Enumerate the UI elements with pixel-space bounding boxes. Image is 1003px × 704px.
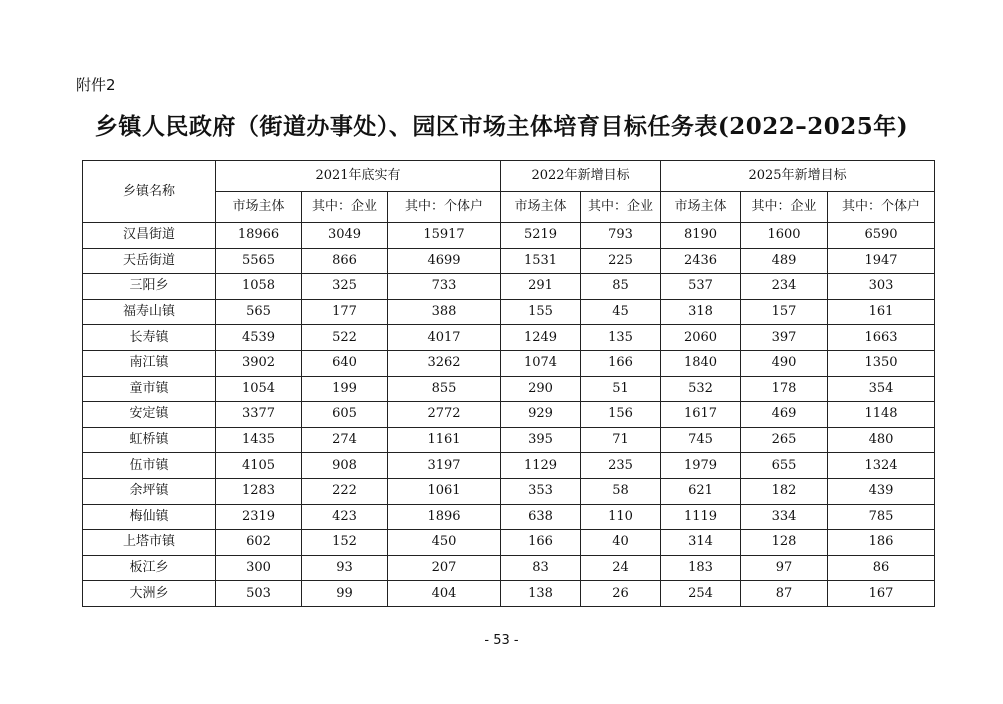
page-number: - 53 - (484, 633, 519, 648)
table-row (83, 504, 935, 530)
header-sub: 其中：个体户 (388, 192, 501, 223)
value-cell: 532 (661, 376, 741, 402)
value-cell: 2772 (388, 402, 501, 428)
table-row (83, 350, 935, 376)
value-cell: 138 (501, 581, 581, 607)
value-cell: 638 (501, 504, 581, 530)
value-cell: 303 (828, 274, 935, 300)
value-cell: 58 (581, 478, 661, 504)
value-cell: 199 (302, 376, 388, 402)
value-cell: 503 (216, 581, 302, 607)
value-cell: 178 (741, 376, 828, 402)
value-cell: 15917 (388, 223, 501, 249)
town-name-cell: 长寿镇 (83, 325, 216, 351)
value-cell: 1617 (661, 402, 741, 428)
document-title: 乡镇人民政府（街道办事处）、园区市场主体培育目标任务表(2022–2025年) (94, 113, 909, 140)
value-cell: 395 (501, 427, 581, 453)
value-cell: 300 (216, 555, 302, 581)
value-cell: 785 (828, 504, 935, 530)
value-cell: 1283 (216, 478, 302, 504)
town-name-cell: 童市镇 (83, 376, 216, 402)
table-row (83, 325, 935, 351)
value-cell: 83 (501, 555, 581, 581)
value-cell: 51 (581, 376, 661, 402)
value-cell: 40 (581, 530, 661, 556)
value-cell: 334 (741, 504, 828, 530)
value-cell: 3049 (302, 223, 388, 249)
value-cell: 439 (828, 478, 935, 504)
value-cell: 489 (741, 248, 828, 274)
value-cell: 3262 (388, 350, 501, 376)
value-cell: 128 (741, 530, 828, 556)
value-cell: 3377 (216, 402, 302, 428)
value-cell: 1061 (388, 478, 501, 504)
value-cell: 655 (741, 453, 828, 479)
table-body (83, 223, 935, 607)
value-cell: 5219 (501, 223, 581, 249)
value-cell: 97 (741, 555, 828, 581)
value-cell: 353 (501, 478, 581, 504)
table-row (83, 453, 935, 479)
value-cell: 450 (388, 530, 501, 556)
value-cell: 1979 (661, 453, 741, 479)
value-cell: 2060 (661, 325, 741, 351)
value-cell: 745 (661, 427, 741, 453)
town-name-cell: 南江镇 (83, 350, 216, 376)
value-cell: 354 (828, 376, 935, 402)
value-cell: 1350 (828, 350, 935, 376)
table-row (83, 248, 935, 274)
value-cell: 254 (661, 581, 741, 607)
value-cell: 6590 (828, 223, 935, 249)
value-cell: 87 (741, 581, 828, 607)
value-cell: 490 (741, 350, 828, 376)
value-cell: 866 (302, 248, 388, 274)
value-cell: 1324 (828, 453, 935, 479)
value-cell: 325 (302, 274, 388, 300)
value-cell: 318 (661, 299, 741, 325)
town-name-cell: 天岳街道 (83, 248, 216, 274)
table-row (83, 223, 935, 249)
value-cell: 1249 (501, 325, 581, 351)
value-cell: 908 (302, 453, 388, 479)
header-group-2025: 2025年新增目标 (661, 161, 935, 192)
value-cell: 1119 (661, 504, 741, 530)
value-cell: 397 (741, 325, 828, 351)
table-row (83, 530, 935, 556)
value-cell: 166 (501, 530, 581, 556)
value-cell: 291 (501, 274, 581, 300)
value-cell: 537 (661, 274, 741, 300)
value-cell: 186 (828, 530, 935, 556)
value-cell: 1663 (828, 325, 935, 351)
value-cell: 1148 (828, 402, 935, 428)
value-cell: 110 (581, 504, 661, 530)
value-cell: 234 (741, 274, 828, 300)
value-cell: 855 (388, 376, 501, 402)
value-cell: 522 (302, 325, 388, 351)
value-cell: 235 (581, 453, 661, 479)
town-name-cell: 大洲乡 (83, 581, 216, 607)
header-town-name: 乡镇名称 (83, 161, 216, 223)
value-cell: 71 (581, 427, 661, 453)
value-cell: 793 (581, 223, 661, 249)
town-name-cell: 伍市镇 (83, 453, 216, 479)
value-cell: 157 (741, 299, 828, 325)
town-name-cell: 三阳乡 (83, 274, 216, 300)
value-cell: 605 (302, 402, 388, 428)
table-row (83, 376, 935, 402)
attachment-label: 附件2 (76, 76, 116, 94)
value-cell: 177 (302, 299, 388, 325)
value-cell: 1600 (741, 223, 828, 249)
value-cell: 86 (828, 555, 935, 581)
value-cell: 18966 (216, 223, 302, 249)
value-cell: 314 (661, 530, 741, 556)
value-cell: 207 (388, 555, 501, 581)
value-cell: 85 (581, 274, 661, 300)
value-cell: 1129 (501, 453, 581, 479)
value-cell: 182 (741, 478, 828, 504)
value-cell: 4539 (216, 325, 302, 351)
value-cell: 1058 (216, 274, 302, 300)
town-name-cell: 福寿山镇 (83, 299, 216, 325)
value-cell: 480 (828, 427, 935, 453)
value-cell: 222 (302, 478, 388, 504)
value-cell: 225 (581, 248, 661, 274)
value-cell: 8190 (661, 223, 741, 249)
value-cell: 469 (741, 402, 828, 428)
value-cell: 45 (581, 299, 661, 325)
header-sub: 市场主体 (661, 192, 741, 223)
value-cell: 4017 (388, 325, 501, 351)
value-cell: 1947 (828, 248, 935, 274)
value-cell: 152 (302, 530, 388, 556)
town-name-cell: 安定镇 (83, 402, 216, 428)
value-cell: 1896 (388, 504, 501, 530)
value-cell: 26 (581, 581, 661, 607)
value-cell: 1840 (661, 350, 741, 376)
town-name-cell: 板江乡 (83, 555, 216, 581)
table-row (83, 402, 935, 428)
value-cell: 565 (216, 299, 302, 325)
table-row (83, 581, 935, 607)
value-cell: 929 (501, 402, 581, 428)
value-cell: 155 (501, 299, 581, 325)
value-cell: 4105 (216, 453, 302, 479)
value-cell: 166 (581, 350, 661, 376)
header-sub: 其中：企业 (581, 192, 661, 223)
value-cell: 183 (661, 555, 741, 581)
value-cell: 156 (581, 402, 661, 428)
value-cell: 4699 (388, 248, 501, 274)
header-group-2022: 2022年新增目标 (501, 161, 661, 192)
value-cell: 265 (741, 427, 828, 453)
target-table (82, 160, 935, 607)
value-cell: 93 (302, 555, 388, 581)
value-cell: 161 (828, 299, 935, 325)
value-cell: 1074 (501, 350, 581, 376)
header-sub: 市场主体 (501, 192, 581, 223)
town-name-cell: 上塔市镇 (83, 530, 216, 556)
value-cell: 24 (581, 555, 661, 581)
header-sub: 其中：企业 (302, 192, 388, 223)
header-sub: 市场主体 (216, 192, 302, 223)
value-cell: 167 (828, 581, 935, 607)
value-cell: 423 (302, 504, 388, 530)
value-cell: 274 (302, 427, 388, 453)
town-name-cell: 梅仙镇 (83, 504, 216, 530)
value-cell: 388 (388, 299, 501, 325)
value-cell: 1054 (216, 376, 302, 402)
value-cell: 1531 (501, 248, 581, 274)
value-cell: 404 (388, 581, 501, 607)
value-cell: 1161 (388, 427, 501, 453)
town-name-cell: 汉昌街道 (83, 223, 216, 249)
value-cell: 1435 (216, 427, 302, 453)
table-row (83, 427, 935, 453)
header-sub: 其中：个体户 (828, 192, 935, 223)
value-cell: 640 (302, 350, 388, 376)
header-group-2021: 2021年底实有 (216, 161, 501, 192)
value-cell: 733 (388, 274, 501, 300)
table-row (83, 274, 935, 300)
header-sub: 其中：企业 (741, 192, 828, 223)
value-cell: 99 (302, 581, 388, 607)
table-row (83, 478, 935, 504)
town-name-cell: 虹桥镇 (83, 427, 216, 453)
value-cell: 2319 (216, 504, 302, 530)
value-cell: 135 (581, 325, 661, 351)
value-cell: 290 (501, 376, 581, 402)
value-cell: 5565 (216, 248, 302, 274)
value-cell: 3197 (388, 453, 501, 479)
table-row (83, 555, 935, 581)
value-cell: 2436 (661, 248, 741, 274)
town-name-cell: 余坪镇 (83, 478, 216, 504)
value-cell: 602 (216, 530, 302, 556)
table-row (83, 299, 935, 325)
value-cell: 621 (661, 478, 741, 504)
value-cell: 3902 (216, 350, 302, 376)
